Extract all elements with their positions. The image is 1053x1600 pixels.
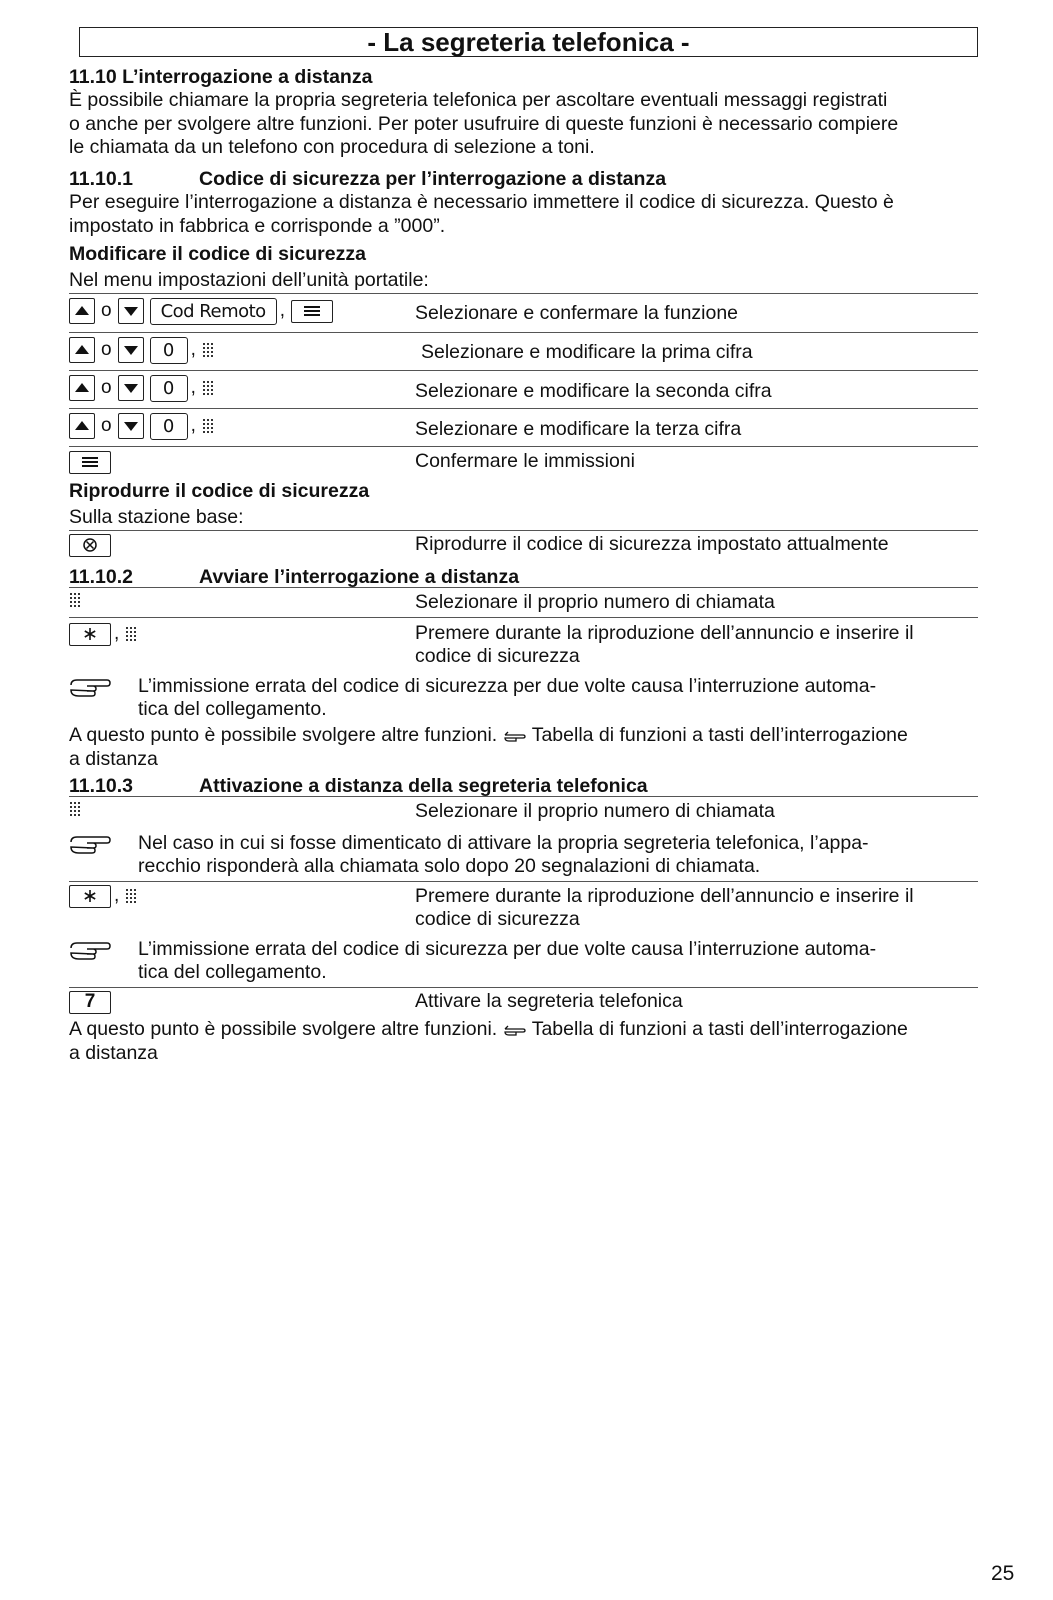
intro-line: impostato in fabbrica e corrisponde a ”000”.	[69, 214, 446, 237]
section-title: Codice di sicurezza per l’interrogazione a distanza	[199, 168, 667, 190]
keypad-icon	[125, 888, 138, 904]
handset-menu-intro: Nel menu impostazioni dell’unità portatile:	[69, 269, 429, 291]
instruction-text: Selezionare e modificare la prima cifra	[421, 341, 753, 363]
reference-hand-icon	[503, 1023, 527, 1037]
divider	[69, 332, 978, 333]
reference-hand-icon	[503, 729, 527, 743]
note-text	[138, 675, 978, 721]
subheading-modify-code: Modificare il codice di sicurezza	[69, 243, 366, 265]
divider	[69, 446, 978, 447]
comma: ,	[114, 885, 120, 906]
instruction-keys	[69, 588, 82, 612]
or-label: o	[101, 300, 112, 321]
section-number: 11.10.1	[69, 168, 133, 190]
comma: ,	[190, 377, 196, 398]
instruction-line: Premere durante la riproduzione dell’annuncio e inserire il	[415, 622, 914, 644]
divider	[69, 881, 978, 882]
instruction-line: Premere durante la riproduzione dell’annuncio e inserire il	[415, 885, 914, 907]
instruction-keys	[69, 337, 215, 363]
divider	[69, 617, 978, 618]
comma: ,	[190, 415, 196, 436]
up-arrow-key-icon	[69, 298, 95, 324]
keypad-icon	[69, 801, 82, 817]
instruction-keys	[69, 989, 111, 1015]
note-line: tica del collegamento.	[138, 698, 327, 720]
divider	[69, 293, 978, 294]
up-arrow-key-icon	[69, 413, 95, 439]
down-arrow-key-icon	[118, 375, 144, 401]
instruction-keys	[69, 532, 111, 558]
section-title: Attivazione a distanza della segreteria telefonica	[199, 775, 648, 797]
divider	[69, 587, 978, 588]
intro-line: È possibile chiamare la propria segreteria telefonica per ascoltare eventuali messaggi registrati	[69, 89, 888, 111]
intro-line: Per eseguire l’interrogazione a distanza è necessario immettere il codice di sicurezza. Questo è	[69, 191, 894, 213]
instruction-text: Selezionare e modificare la seconda cifra	[415, 380, 772, 402]
divider	[69, 370, 978, 371]
divider	[69, 408, 978, 409]
pointing-hand-icon	[69, 938, 111, 962]
instruction-text: Riprodurre il codice di sicurezza impostato attualmente	[415, 533, 889, 555]
reference-link[interactable]: Tabella di funzioni a tasti dell’interrogazione	[531, 724, 908, 746]
instruction-keys	[69, 413, 215, 439]
pointing-hand-icon	[69, 675, 111, 699]
or-label: o	[101, 377, 112, 398]
note-line: tica del collegamento.	[138, 961, 327, 983]
reference-link[interactable]: Tabella di funzioni a tasti dell’interrogazione	[531, 1018, 908, 1040]
instruction-text	[415, 885, 914, 931]
instruction-text: Selezionare e modificare la terza cifra	[415, 418, 742, 440]
instruction-text	[415, 622, 914, 668]
lcd-display-digit: 0	[150, 413, 188, 440]
subheading-play-code: Riprodurre il codice di sicurezza	[69, 480, 370, 502]
keypad-icon	[125, 626, 138, 642]
note-line: L’immissione errata del codice di sicurezza per due volte causa l’interruzione automa-	[138, 675, 877, 697]
comma: ,	[279, 300, 285, 321]
after-paragraph	[69, 1018, 984, 1065]
section-heading-11-10: 11.10 L’interrogazione a distanza	[69, 66, 373, 88]
up-arrow-key-icon	[69, 375, 95, 401]
keypad-icon	[202, 418, 215, 434]
lcd-display-digit: 0	[150, 375, 188, 402]
keypad-icon	[69, 592, 82, 608]
after-text: a distanza	[69, 747, 158, 770]
instruction-keys	[69, 621, 138, 647]
down-arrow-key-icon	[118, 298, 144, 324]
star-key-icon	[69, 623, 111, 646]
menu-key-icon	[69, 451, 111, 474]
keypad-icon	[202, 342, 215, 358]
intro-line: le chiamata da un telefono con procedura di selezione a toni.	[69, 136, 595, 158]
note-text	[138, 832, 978, 878]
instruction-text: Selezionare e confermare la funzione	[415, 302, 739, 324]
note-line: Nel caso in cui si fosse dimenticato di attivare la propria segreteria telefonica, l’appa-	[138, 832, 869, 854]
instruction-line: codice di sicurezza	[415, 908, 580, 930]
instruction-keys	[69, 797, 82, 821]
note-text	[138, 938, 978, 984]
note-line: recchio risponderà alla chiamata solo dopo 20 segnalazioni di chiamata.	[138, 855, 761, 877]
after-text: A questo punto è possibile svolgere altre funzioni.	[69, 1018, 498, 1040]
section-heading-11-10-1	[69, 168, 666, 191]
comma: ,	[114, 623, 120, 644]
section-title: Avviare l’interrogazione a distanza	[199, 566, 520, 588]
instruction-text: Selezionare il proprio numero di chiamata	[415, 800, 775, 822]
section-number: 11.10.3	[69, 775, 133, 797]
lcd-display-digit: 0	[150, 337, 188, 364]
instruction-text: Attivare la segreteria telefonica	[415, 990, 683, 1012]
chapter-title: - La segreteria telefonica -	[79, 27, 978, 57]
comma: ,	[190, 339, 196, 360]
instruction-keys	[69, 883, 138, 909]
down-arrow-key-icon	[118, 337, 144, 363]
divider	[69, 987, 978, 988]
instruction-text: Confermare le immissioni	[415, 450, 635, 472]
security-code-intro	[69, 191, 984, 238]
page-number: 25	[991, 1562, 1015, 1585]
pointing-hand-icon	[69, 832, 111, 856]
star-key-icon	[69, 885, 111, 908]
instruction-keys	[69, 375, 215, 401]
play-key-icon	[69, 534, 111, 557]
instruction-text: Selezionare il proprio numero di chiamata	[415, 591, 775, 613]
menu-key-icon	[291, 300, 333, 323]
after-text: A questo punto è possibile svolgere altre funzioni.	[69, 724, 498, 746]
section-heading-11-10-2	[69, 566, 519, 589]
lcd-display-cod-remoto: Cod Remoto	[150, 298, 277, 325]
instruction-line: codice di sicurezza	[415, 645, 580, 667]
up-arrow-key-icon	[69, 337, 95, 363]
after-text: a distanza	[69, 1041, 158, 1064]
base-station-intro: Sulla stazione base:	[69, 506, 244, 528]
divider	[69, 796, 978, 797]
keypad-icon	[202, 380, 215, 396]
down-arrow-key-icon	[118, 413, 144, 439]
after-paragraph	[69, 724, 984, 771]
or-label: o	[101, 339, 112, 360]
intro-paragraph	[69, 89, 984, 160]
instruction-keys	[69, 298, 333, 324]
divider	[69, 530, 978, 531]
note-line: L’immissione errata del codice di sicurezza per due volte causa l’interruzione automa-	[138, 938, 877, 960]
section-number: 11.10.2	[69, 566, 133, 588]
section-heading-11-10-3	[69, 775, 648, 798]
intro-line: o anche per svolgere altre funzioni. Per poter usufruire di queste funzioni è necessario compiere	[69, 112, 899, 135]
or-label: o	[101, 415, 112, 436]
key-7: 7	[69, 991, 111, 1014]
instruction-keys	[69, 449, 111, 475]
